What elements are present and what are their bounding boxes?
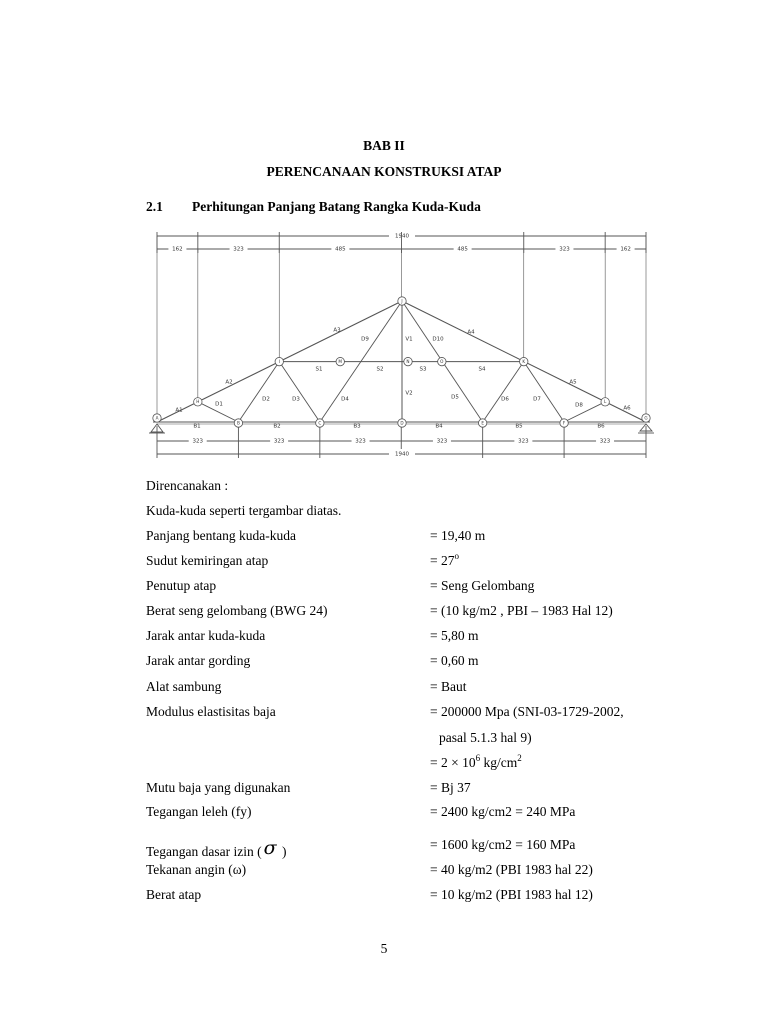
truss-diagonal: [524, 362, 564, 422]
member-label-v1: V1: [405, 336, 413, 343]
spec-value: = 40 kg/m2 (PBI 1983 hal 22): [430, 862, 593, 877]
member-label-a3: A3: [333, 327, 341, 334]
truss-diagonal: [279, 362, 320, 422]
dimension-label-top: 485: [335, 246, 346, 253]
member-label-d8: D8: [575, 402, 583, 409]
member-label-d5: D5: [451, 394, 459, 401]
member-label-a2: A2: [225, 379, 233, 386]
spec-label: [146, 837, 287, 860]
node-label-l: L: [603, 399, 607, 405]
dimension-label-bottom: 323: [436, 438, 448, 445]
node-label-f: F: [562, 420, 566, 426]
truss-diagonal: [238, 362, 279, 422]
spec-label: Mutu baja yang digunakan: [146, 780, 291, 795]
slope-value: = 27: [430, 553, 455, 568]
roof-truss-diagram: [149, 228, 659, 462]
dimension-label-overall-bottom: 1940: [395, 451, 409, 458]
node-label-c: C: [318, 420, 322, 426]
member-label-s1: S1: [315, 366, 323, 373]
spec-value: = Bj 37: [430, 780, 471, 795]
spec-value: = 1600 kg/cm2 = 160 MPa: [430, 837, 576, 852]
spec-label: Tegangan leleh (fy): [146, 804, 252, 819]
dimension-label-bottom: 323: [273, 438, 285, 445]
member-label-d7: D7: [533, 396, 541, 403]
spec-label: Alat sambung: [146, 679, 222, 694]
truss-diagonal: [564, 402, 605, 422]
member-label-b5: B5: [515, 423, 523, 430]
sigma-symbol: σ: [263, 837, 277, 859]
page-number: 5: [380, 941, 388, 956]
degree-mark: o: [454, 551, 459, 561]
dimension-label-top: 162: [172, 246, 183, 253]
member-label-s2: S2: [376, 366, 384, 373]
member-label-b1: B1: [193, 423, 201, 430]
allowable-label-prefix: Tegangan dasar izin (: [146, 844, 262, 859]
dimension-label-bottom: 323: [192, 438, 203, 445]
member-label-d1: D1: [215, 401, 223, 408]
dimension-label-top: 323: [559, 246, 570, 253]
member-label-d9: D9: [361, 336, 369, 343]
member-label-b3: B3: [353, 423, 361, 430]
member-label-d4: D4: [341, 396, 349, 403]
spec-label: Jarak antar gording: [146, 653, 251, 668]
spec-value: = 0,60 m: [430, 653, 479, 668]
node-label-e: E: [481, 420, 484, 426]
member-label-d6: D6: [501, 396, 509, 403]
member-label-a4: A4: [467, 329, 475, 336]
spec-value: [430, 553, 459, 569]
spec-value: = 200000 Mpa (SNI-03-1729-2002,: [430, 704, 624, 719]
spec-label: Sudut kemiringan atap: [146, 553, 269, 568]
dimension-label-top: 485: [457, 246, 468, 253]
member-label-b2: B2: [273, 423, 281, 430]
member-label-a6: A6: [623, 405, 631, 412]
node-label-a: A: [155, 415, 159, 421]
spec-value-continuation: pasal 5.1.3 hal 9): [439, 730, 532, 745]
intro-line-1: Direncanakan :: [146, 478, 229, 493]
node-label-b: B: [236, 420, 240, 426]
member-label-d10: D10: [432, 336, 444, 343]
dimension-label-bottom: 323: [599, 438, 611, 445]
node-label-j: J: [401, 298, 403, 304]
member-label-s4: S4: [478, 366, 486, 373]
spec-value: = Baut: [430, 679, 467, 694]
node-label-g: G: [644, 415, 648, 421]
member-label-s3: S3: [419, 366, 427, 373]
dimension-label-bottom: 323: [518, 438, 529, 445]
member-label-b4: B4: [435, 423, 443, 430]
member-label-b6: B6: [597, 423, 605, 430]
modulus-unit: kg/cm: [480, 755, 518, 770]
truss-diagonal: [483, 362, 524, 422]
spec-label: Tekanan angin (ω): [146, 862, 247, 877]
spec-label: Berat atap: [146, 887, 202, 902]
node-label-d: D: [400, 420, 404, 426]
dimension-label-overall-top: 1940: [395, 233, 409, 240]
spec-value: = 19,40 m: [430, 528, 486, 543]
spec-label: Modulus elastisitas baja: [146, 704, 276, 719]
chapter-number: BAB II: [363, 138, 405, 153]
spec-value-alt: [430, 755, 522, 771]
spec-label: Jarak antar kuda-kuda: [146, 628, 266, 643]
member-label-a1: A1: [175, 407, 183, 414]
node-label-n: N: [406, 358, 410, 364]
spec-label: Berat seng gelombang (BWG 24): [146, 603, 328, 618]
spec-label: Panjang bentang kuda-kuda: [146, 528, 296, 543]
node-label-m: M: [338, 358, 343, 364]
section-heading: [146, 199, 481, 215]
spec-value: = 5,80 m: [430, 628, 479, 643]
member-label-d2: D2: [262, 396, 270, 403]
spec-label: Penutup atap: [146, 578, 217, 593]
member-label-v2: V2: [405, 390, 413, 397]
dimension-label-top: 323: [233, 246, 244, 253]
modulus-base: = 2 × 10: [430, 755, 476, 770]
dimension-label-bottom: 323: [355, 438, 366, 445]
allowable-label-suffix: ): [278, 844, 287, 859]
section-number: 2.1: [146, 199, 163, 214]
dimension-label-top: 162: [620, 246, 631, 253]
spec-value: = Seng Gelombang: [430, 578, 535, 593]
member-label-d3: D3: [292, 396, 300, 403]
section-title: Perhitungan Panjang Batang Rangka Kuda-Kuda: [192, 199, 481, 214]
node-label-i: I: [278, 358, 280, 364]
modulus-unit-exponent: 2: [517, 753, 522, 763]
member-label-a5: A5: [569, 379, 577, 386]
chapter-title: PERENCANAAN KONSTRUKSI ATAP: [266, 164, 502, 179]
node-label-o: O: [440, 358, 444, 364]
modulus-exponent: 6: [475, 753, 481, 763]
spec-value: = 2400 kg/cm2 = 240 MPa: [430, 804, 576, 819]
spec-value: = 10 kg/m2 (PBI 1983 hal 12): [430, 887, 593, 902]
intro-line-2: Kuda-kuda seperti tergambar diatas.: [146, 503, 342, 518]
spec-value: = (10 kg/m2 , PBI – 1983 Hal 12): [430, 603, 613, 618]
node-label-h: H: [196, 399, 200, 405]
node-label-k: K: [522, 358, 526, 364]
